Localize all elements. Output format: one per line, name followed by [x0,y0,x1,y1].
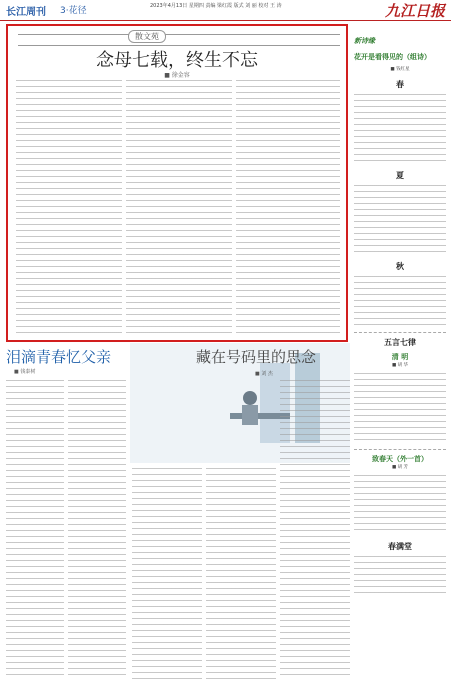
text-column [354,94,446,164]
text-column [354,475,446,535]
article-title: 念母七载，终生不忘 [96,50,258,71]
sidebar-poetry [354,24,446,679]
story-author: ■ 钱泰树 [14,369,36,375]
featured-article [6,24,348,342]
column-name: 长江周刊 [6,7,46,18]
text-column [236,80,340,338]
text-column [354,373,446,443]
text-column [354,185,446,255]
page-number: 3·花径 [60,6,87,16]
text-column [132,468,202,680]
poem-subtitle: 秋 [396,261,404,271]
column-band [18,34,340,46]
poem-author: ■ 钱红星 [390,67,410,72]
sidebar-section-label: 新诗缘 [354,36,375,45]
story-title: 藏在号码里的思念 [196,348,317,366]
poem-author: ■ 胡 芳 [391,465,409,470]
column-label: 散文苑 [128,30,166,43]
text-column [280,380,350,680]
divider [354,332,446,333]
poem-title: 致春天（外一首） [372,454,428,463]
text-column [16,80,122,338]
poem-title: 花开是看得见的（组诗） [354,52,431,61]
text-column [206,468,276,680]
divider [354,449,446,450]
poem-title: 清 明 [391,352,409,361]
poem-subtitle: 夏 [396,170,404,180]
page-section: 花径 [68,6,87,16]
article-author: ■ 徐金容 [164,72,190,79]
poem-subtitle: 春 [396,79,404,89]
text-column [354,276,446,326]
page-header [0,0,451,21]
sidebar-section-label: 五言七律 [384,337,416,347]
story-title: 泪滴青春忆父亲 [6,348,112,366]
text-column [68,380,126,680]
text-column [354,556,446,596]
text-column [126,80,232,338]
page-num: 3 [60,6,66,16]
poem-subtitle: 春满堂 [388,541,412,551]
text-column [6,380,64,680]
story-author: ■ 刘 杰 [255,371,273,377]
issue-meta: 2023年4月13日 星期四 责编 梁红霞 版式 刘 丽 校对 王 涛 [150,3,282,9]
poem-author: ■ 胡 华 [391,363,409,368]
masthead: 九江日报 [384,2,445,20]
